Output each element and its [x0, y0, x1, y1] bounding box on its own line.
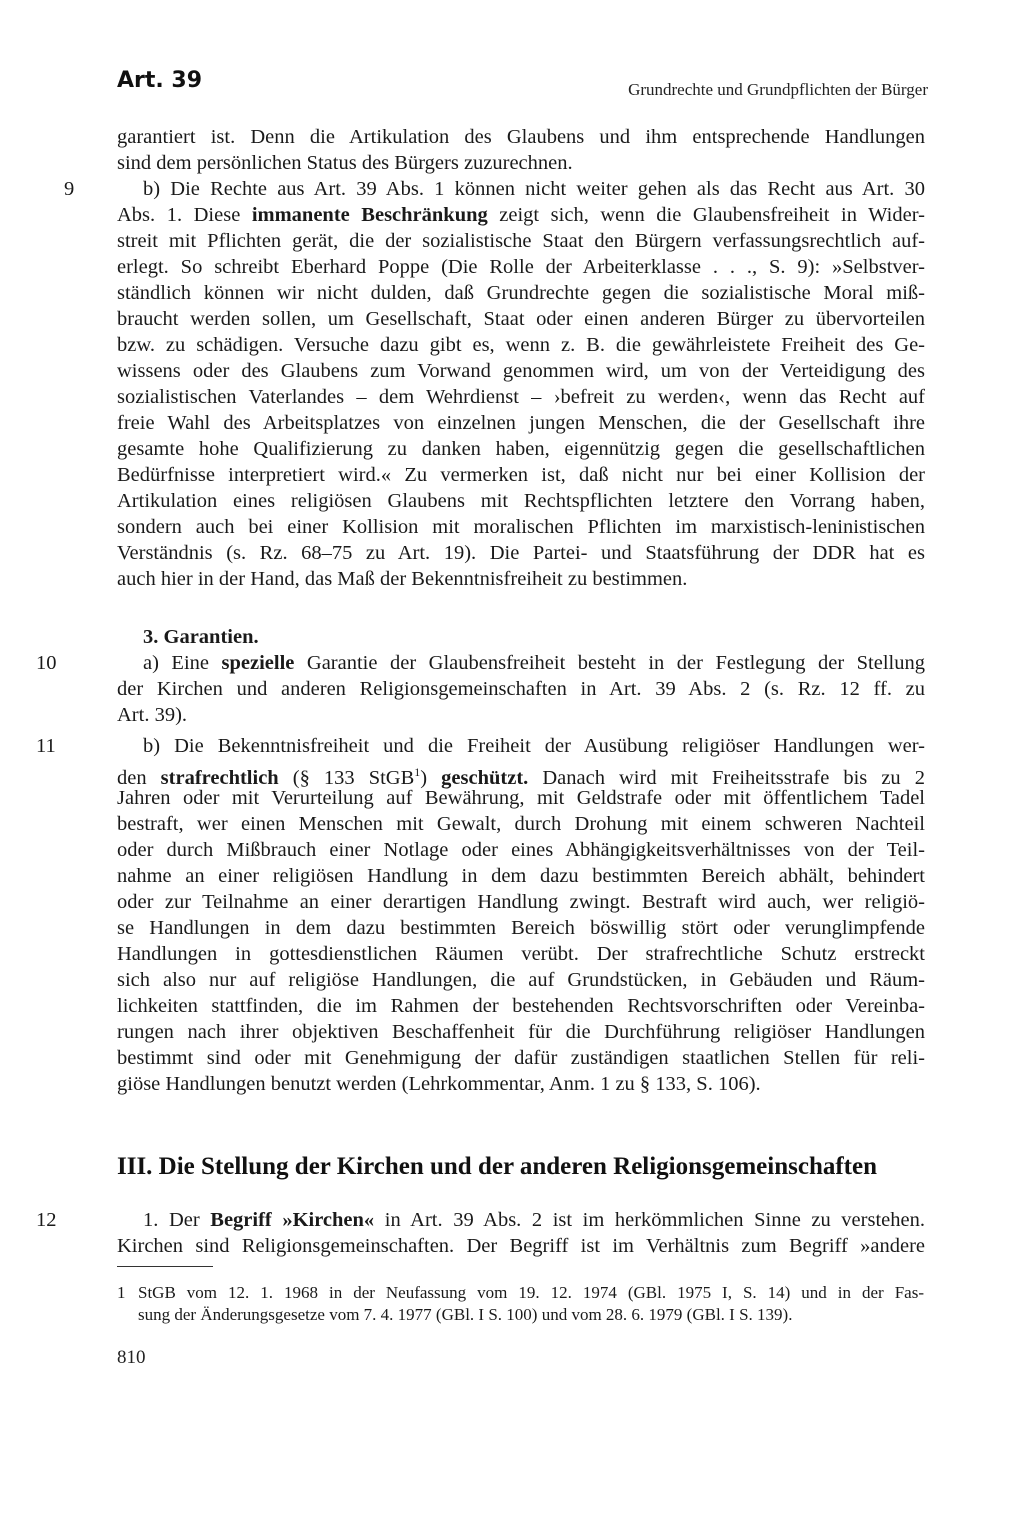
- running-title: Grundrechte und Grundpflichten der Bürger: [628, 80, 928, 99]
- text-line: der Kirchen und anderen Religionsgemeinschaften in Art. 39 Abs. 2 (s. Rz. 12 ff. zu: [117, 678, 925, 700]
- text-line: oder durch Mißbrauch einer Notlage oder eines Abhängigkeitsverhältnisses von der Teil-: [117, 839, 925, 861]
- text-span: Abs. 1. Diese: [117, 204, 252, 226]
- text-line: ständlich können wir nicht dulden, daß Grundrechte gegen die sozialistische Moral miß-: [117, 282, 925, 304]
- emphasis-geschuetzt: geschützt.: [441, 766, 529, 789]
- text-span: a) Eine: [143, 652, 222, 674]
- text-line: streit mit Pflichten gerät, die der sozialistische Staat den Bürgern verfassungsrechtlich auf-: [117, 230, 925, 252]
- margin-number-11: 11: [36, 735, 56, 757]
- footnote-ref[interactable]: 1: [414, 765, 421, 779]
- text-line: garantiert ist. Denn die Artikulation des Glaubens und ihm entsprechende Handlungen: [117, 126, 925, 148]
- text-line: braucht werden sollen, um Gesellschaft, Staat oder einen anderen Bürger zu übervorteilen: [117, 308, 925, 330]
- text-line: sondern auch bei einer Kollision mit moralischen Pflichten im marxistisch-leninistischen: [117, 516, 925, 538]
- text-line: Kirchen sind Religionsgemeinschaften. Der Begriff ist im Verhältnis zum Begriff »andere: [117, 1235, 925, 1257]
- section-heading-III: III. Die Stellung der Kirchen und der anderen Religionsgemeinschaften: [117, 1153, 878, 1180]
- text-span: den: [117, 766, 161, 789]
- text-line: bestraft, wer einen Menschen mit Gewalt, durch Drohung mit einem schweren Nachteil: [117, 813, 925, 835]
- text-line: Art. 39).: [117, 704, 188, 726]
- emphasis-immanente-beschraenkung: immanente Beschränkung: [251, 204, 488, 226]
- text-line: b) Die Rechte aus Art. 39 Abs. 1 können nicht weiter gehen als das Recht aus Art. 30: [143, 178, 925, 200]
- margin-number-12: 12: [36, 1209, 57, 1231]
- text-line: [143, 650, 925, 676]
- text-line: b) Die Bekenntnisfreiheit und die Freiheit der Ausübung religiöser Handlungen wer-: [143, 735, 925, 757]
- footnote-line: StGB vom 12. 1. 1968 in der Neufassung vom 19. 12. 1974 (GBl. 1975 I, S. 14) und in der Fas-: [138, 1283, 924, 1302]
- text-line: bestimmt sind oder mit Genehmigung der dafür zuständigen staatlichen Stellen für reli-: [117, 1047, 925, 1069]
- text-span: ): [420, 766, 442, 789]
- emphasis-begriff-kirchen: Begriff »Kirchen«: [210, 1209, 375, 1231]
- text-line: rungen nach ihrer objektiven Beschaffenheit für die Durchführung religiöser Handlungen: [117, 1021, 925, 1043]
- emphasis-spezielle: spezielle: [221, 652, 295, 674]
- text-line: sich also nur auf religiöse Handlungen, die auf Grundstücken, in Gebäuden und Räum-: [117, 969, 925, 991]
- footnote-number: 1: [117, 1283, 126, 1302]
- section-garantien: 3. Garantien.: [143, 626, 259, 648]
- text-line: auch hier in der Hand, das Maß der Bekenntnisfreiheit zu bestimmen.: [117, 568, 688, 590]
- footnote-rule: [117, 1266, 213, 1267]
- text-span: zeigt sich, wenn die Glaubensfreiheit in Wider-: [487, 204, 925, 226]
- text-span: 1. Der: [143, 1209, 211, 1231]
- text-line: bzw. zu schädigen. Versuche dazu gibt es, wenn z. B. die gewährleistete Freiheit des Ge-: [117, 334, 925, 356]
- text-span: (§ 133 StGB: [278, 766, 415, 789]
- margin-number-10: 10: [36, 652, 57, 674]
- text-line: erlegt. So schreibt Eberhard Poppe (Die Rolle der Arbeiterklasse . . ., S. 9): »Selbstver-: [117, 256, 925, 278]
- text-line: lichkeiten stattfinden, die im Rahmen der bestehenden Rechtsvorschriften oder Vereinba-: [117, 995, 925, 1017]
- text-line: Handlungen in gottesdienstlichen Räumen verübt. Der strafrechtliche Schutz erstreckt: [117, 943, 925, 965]
- text-line: Verständnis (s. Rz. 68–75 zu Art. 19). Die Partei- und Staatsführung der DDR hat es: [117, 542, 925, 564]
- text-span: Danach wird mit Freiheitsstrafe bis zu 2: [528, 766, 925, 789]
- text-line: [117, 202, 925, 228]
- text-span: in Art. 39 Abs. 2 ist im herkömmlichen Sinne zu verstehen.: [374, 1209, 925, 1231]
- margin-number-9: 9: [64, 178, 75, 200]
- text-line: freie Wahl des Arbeitsplatzes von einzelnen jungen Menschen, die der Gesellschaft ihre: [117, 412, 925, 434]
- text-line: giöse Handlungen benutzt werden (Lehrkommentar, Anm. 1 zu § 133, S. 106).: [117, 1073, 761, 1095]
- text-line: Artikulation eines religiösen Glaubens mit Rechtspflichten letztere den Vorrang haben,: [117, 490, 925, 512]
- text-line: se Handlungen in dem dazu bestimmten Bereich böswillig stört oder verunglimpfende: [117, 917, 925, 939]
- text-line: wissens oder des Glaubens zum Vorwand genommen wird, um von der Verteidigung des: [117, 360, 925, 382]
- text-line: [143, 1207, 925, 1233]
- text-line: Jahren oder mit Verurteilung auf Bewährung, mit Geldstrafe oder mit öffentlichem Tadel: [117, 787, 925, 809]
- emphasis-strafrechtlich: strafrechtlich: [160, 766, 279, 789]
- text-line: sozialistischen Vaterlandes – dem Wehrdienst – ›befreit zu werden‹, wenn das Recht auf: [117, 386, 925, 408]
- text-line: Bedürfnisse interpretiert wird.« Zu vermerken ist, daß nicht nur bei einer Kollision der: [117, 464, 925, 486]
- text-line: sind dem persönlichen Status des Bürgers zuzurechnen.: [117, 152, 573, 174]
- text-line: oder zur Teilnahme an einer derartigen Handlung zwingt. Bestraft wird auch, wer religiö-: [117, 891, 925, 913]
- footnote-line: sung der Änderungsgesetze vom 7. 4. 1977 (GBl. I S. 100) und vom 28. 6. 1979 (GBl. I S. 139).: [138, 1305, 793, 1324]
- text-line: nahme an einer religiösen Handlung in dem dazu bestimmten Bereich abhält, behindert: [117, 865, 925, 887]
- article-label: Art. 39: [117, 68, 203, 93]
- text-span: Garantie der Glaubensfreiheit besteht in der Festlegung der Stellung: [294, 652, 925, 674]
- text-line: gesamte hohe Qualifizierung zu danken haben, eigennützig gegen die gesellschaftlichen: [117, 438, 925, 460]
- page-number: 810: [117, 1347, 146, 1368]
